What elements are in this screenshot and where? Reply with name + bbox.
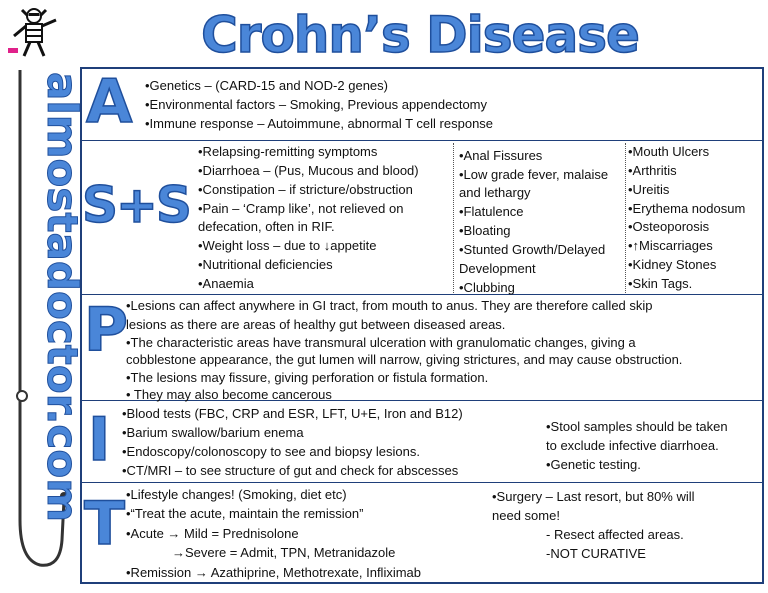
investigation-item: •Endoscopy/colonoscopy to see and biopsy lesions. xyxy=(122,444,420,459)
section-divider xyxy=(80,482,764,483)
symptom-item: •Stunted Growth/Delayed xyxy=(459,242,606,257)
treatment-item: -NOT CURATIVE xyxy=(546,546,646,561)
column-separator xyxy=(625,143,626,293)
investigation-item: •Blood tests (FBC, CRP and ESR, LFT, U+E, Iron and B12) xyxy=(122,406,463,421)
symptom-item: •Low grade fever, malaise xyxy=(459,167,609,182)
section-divider xyxy=(80,294,764,295)
aetiology-line: •Environmental factors – Smoking, Previous appendectomy xyxy=(145,97,487,112)
logo-graphic xyxy=(0,0,87,588)
treatment-item: •Surgery – Last resort, but 80% will xyxy=(492,489,695,504)
aetiology-line: •Immune response – Autoimmune, abnormal T cell response xyxy=(145,116,494,131)
symptom-item: •Nutritional deficiencies xyxy=(198,257,333,272)
pathophysiology-line: cobblestone appearance, the gut lumen will narrow, giving strictures, and may cause obstruction. xyxy=(126,352,683,367)
pathophysiology-line: •Lesions can affect anywhere in GI tract, from mouth to anus. They are therefore called skip xyxy=(126,298,653,313)
website-vertical-text: almostadoctor.com xyxy=(38,72,87,522)
section-letter-t: T xyxy=(84,489,125,559)
column-separator xyxy=(453,143,454,293)
aetiology-line: •Genetics – (CARD-15 and NOD-2 genes) xyxy=(145,78,388,93)
symptom-item: •Anaemia xyxy=(198,276,254,291)
symptom-item: •Skin Tags. xyxy=(628,276,693,291)
investigation-item: •Stool samples should be taken xyxy=(546,419,728,434)
symptom-item: •Kidney Stones xyxy=(628,257,717,272)
symptom-item: •Clubbing xyxy=(459,280,515,295)
treatment-item: →Severe = Admit, TPN, Metranidazole xyxy=(172,545,396,560)
symptom-item: •Relapsing-remitting symptoms xyxy=(198,144,378,159)
symptom-item: Development xyxy=(459,261,536,276)
pathophysiology-line: • They may also become cancerous xyxy=(126,387,332,402)
symptom-item: •Erythema nodosum xyxy=(628,201,746,216)
section-divider xyxy=(80,140,764,141)
pathophysiology-line: •The lesions may fissure, giving perforation or fistula formation. xyxy=(126,370,489,385)
symptom-item: •Constipation – if stricture/obstruction xyxy=(198,182,413,197)
symptom-item: •Pain – ‘Cramp like’, not relieved on xyxy=(198,201,404,216)
symptom-item: •Osteoporosis xyxy=(628,219,710,234)
pathophysiology-line: •The characteristic areas have transmural ulceration with granulomatic changes, giving a xyxy=(126,335,636,350)
investigation-item: to exclude infective diarrhoea. xyxy=(546,438,719,453)
treatment-item: - Resect affected areas. xyxy=(546,527,684,542)
symptom-item: defecation, often in RIF. xyxy=(198,219,335,234)
symptom-item: •Arthritis xyxy=(628,163,677,178)
symptom-item: •Weight loss – due to ↓appetite xyxy=(198,238,377,253)
section-letter-ss: S+S xyxy=(82,176,190,234)
sidebar-branding xyxy=(0,0,87,588)
skeleton-logo-icon xyxy=(8,6,64,60)
symptom-item: •Ureitis xyxy=(628,182,670,197)
treatment-item: •“Treat the acute, maintain the remission” xyxy=(126,506,364,521)
symptom-item: •Bloating xyxy=(459,223,511,238)
investigation-item: •CT/MRI – to see structure of gut and check for abscesses xyxy=(122,463,459,478)
treatment-item: •Acute → Mild = Prednisolone xyxy=(126,526,299,541)
section-letter-a: A xyxy=(86,67,133,137)
symptom-item: and lethargy xyxy=(459,185,531,200)
symptom-item: •Mouth Ulcers xyxy=(628,144,710,159)
section-letter-p: P xyxy=(84,295,128,365)
pathophysiology-line: lesions as there are areas of healthy gut between diseased areas. xyxy=(126,317,506,332)
investigation-item: •Genetic testing. xyxy=(546,457,641,472)
symptom-item: •↑Miscarriages xyxy=(628,238,713,253)
symptom-item: •Flatulence xyxy=(459,204,524,219)
treatment-item: •Remission → Azathiprine, Methotrexate, Infliximab xyxy=(126,565,422,580)
symptom-item: •Anal Fissures xyxy=(459,148,543,163)
treatment-item: need some! xyxy=(492,508,560,523)
section-letter-i: I xyxy=(88,405,111,475)
page-title: Crohn’s Disease xyxy=(201,6,639,64)
symptom-item: •Diarrhoea – (Pus, Mucous and blood) xyxy=(198,163,419,178)
investigation-item: •Barium swallow/barium enema xyxy=(122,425,304,440)
treatment-item: •Lifestyle changes! (Smoking, diet etc) xyxy=(126,487,347,502)
